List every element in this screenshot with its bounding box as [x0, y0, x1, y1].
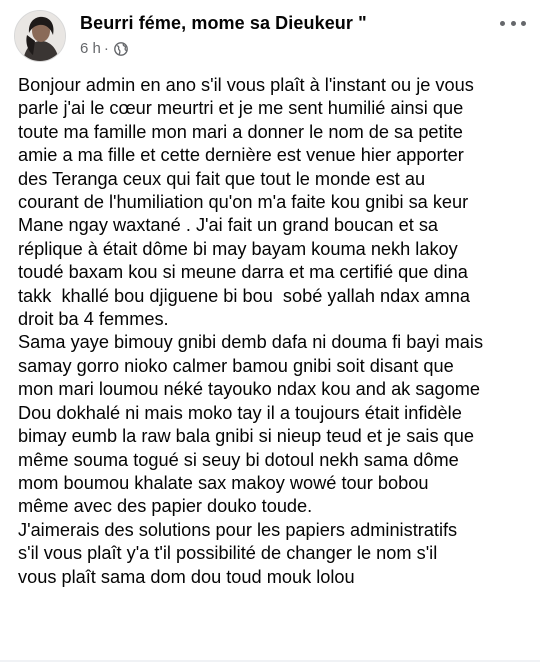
post-text-line: même avec des papier douko toude.	[18, 496, 313, 517]
post-text-line: samay gorro nioko calmer bamou gnibi soit disant que	[18, 355, 454, 376]
post-text-line: droit ba 4 femmes.	[18, 309, 169, 330]
post-text-line: toute ma famille mon mari a donner le nom de sa petite	[18, 121, 463, 142]
post-text-line: des Teranga ceux qui fait que tout le monde est au	[18, 168, 426, 189]
post-text-line: s'il vous plaît y'a t'il possibilité de changer le nom s'il	[18, 543, 438, 564]
post-text-line: mom boumou khalate sax makoy wowé tour bobou	[18, 472, 429, 493]
post-text-line: toudé baxam kou si meune darra et ma certifié que dina	[18, 262, 468, 283]
meta-separator: ·	[103, 40, 109, 57]
more-dot	[511, 21, 516, 26]
post-time[interactable]: 6 h	[80, 40, 101, 57]
post-meta	[80, 40, 128, 57]
post-text-line: Sama yaye bimouy gnibi demb dafa ni douma fi bayi mais	[18, 332, 484, 353]
author-name[interactable]: Beurri féme, mome sa Dieukeur "	[80, 13, 367, 33]
avatar[interactable]	[14, 10, 66, 62]
post-text	[18, 74, 530, 589]
post-text-line: bimay eumb la raw bala gnibi si nieup teud et je sais que	[18, 426, 474, 447]
post-text-line: Mane ngay waxtané . J'ai fait un grand boucan et sa	[18, 215, 439, 236]
post-text-line: vous plaît sama dom dou toud mouk lolou	[18, 566, 355, 587]
post-text-line: amie a ma fille et cette dernière est venue hier apporter	[18, 145, 464, 166]
post-text-line: réplique à était dôme bi may bayam kouma nekh lakoy	[18, 238, 458, 259]
post-text-line: parle j'ai le cœur meurtri et je me sent humilié ainsi que	[18, 98, 464, 119]
more-dot	[500, 21, 505, 26]
post-text-line: même souma togué si seuy bi dotoul nekh sama dôme	[18, 449, 459, 470]
more-options-icon[interactable]	[500, 14, 526, 32]
post-header	[0, 0, 540, 70]
post-text-line: mon mari loumou néké tayouko ndax kou and ak sagome	[18, 379, 481, 400]
post-text-line: Bonjour admin en ano s'il vous plaît à l'instant ou je vous	[18, 75, 474, 95]
avatar-image	[15, 11, 65, 61]
globe-icon[interactable]	[114, 42, 128, 56]
post-text-line: Dou dokhalé ni mais moko tay il a toujours était infidèle	[18, 402, 462, 423]
post-text-line: courant de l'humiliation qu'on m'a faite kou gnibi sa keur	[18, 192, 469, 213]
post-text-line: takk khallé bou djiguene bi bou sobé yallah ndax amna	[18, 285, 470, 306]
more-dot	[521, 21, 526, 26]
post-text-line: J'aimerais des solutions pour les papiers administratifs	[18, 519, 458, 540]
